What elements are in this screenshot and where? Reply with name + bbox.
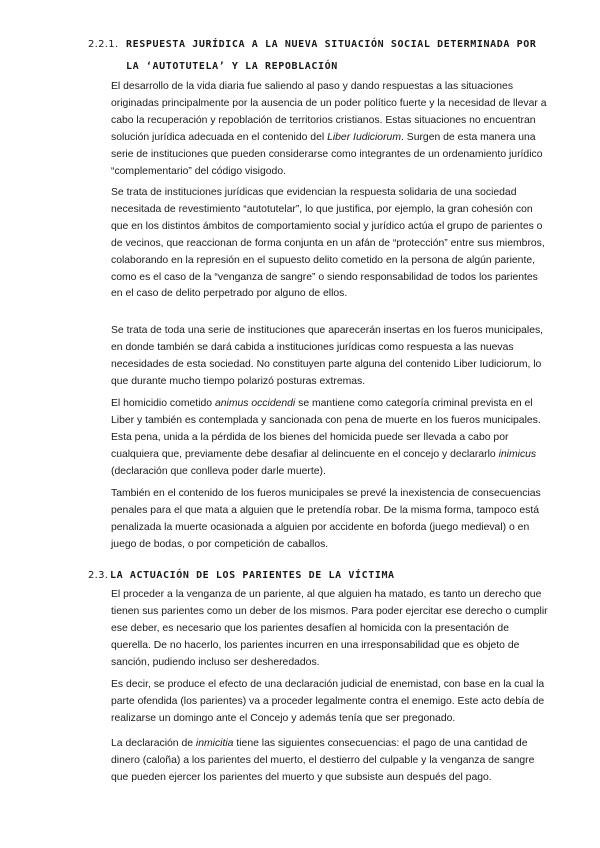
section-heading-2-3 (88, 565, 550, 587)
paragraph-text: se mantiene como categoría criminal prevista en el Liber y también es contemplada y sancionada con pena de muerte en los fueros municipales. Esta pena, unida a la pérdida de los bienes del homicida puede ser llevada a cabo por cualquiera que, previamente debe desafiar al delincuente en el concejo y declararlo (111, 398, 541, 460)
emphasis-inmicitia: inmicitia (195, 738, 234, 749)
paragraph-8 (111, 736, 549, 787)
paragraph-2: Se trata de instituciones jurídicas que evidencian la respuesta solidaria de una sociedad necesitada de revestimiento “autotutelar”, lo que justifica, por ejemplo, la gran cohesión con que en los distintos ámbitos de comportamiento social y jurídico actúa el grupo de parientes o de vecinos, que reaccionan de forma conjunta en un afán de “protección” entre sus miembros, colaborando en la represión en el supuesto delito cometido en la persona de algún pariente, como es el caso de la “venganza de sangre” o siendo responsabilidad de todos los parientes en el caso de delito perpetrado por alguno de ellos. (111, 187, 545, 300)
paragraph-text: . Surgen de esta manera una serie de instituciones que pueden considerarse como integrantes de un ordenamiento jurídico “complementario” del código visigodo. (111, 131, 543, 177)
section-title: RESPUESTA JURÍDICA A LA NUEVA SITUACIÓN SOCIAL DETERMINADA POR LA ‘AUTOTUTELA’ Y LA REPOBLACIÓN (126, 39, 537, 72)
section-number: 2.2.1. (88, 39, 119, 50)
paragraph-text: El desarrollo de la vida diaria fue saliendo al paso y dando respuestas a las situaciones originadas principalmente por la ausencia de un poder político fuerte y la necesidad de llevar a cabo la recuperación y repoblación de territorios cristianos. Estas situaciones no encuentran solución jurídica adecuada en el contenido del (111, 81, 547, 143)
paragraph-text: (declaración que conlleva poder darle muerte). (111, 465, 326, 477)
paragraph-6: El proceder a la venganza de un pariente, al que alguien ha matado, es tanto un derecho que tienen sus parientes como un deber de los mismos. Para poder ejercitar ese derecho o cumplir ese deber, es necesario que los parientes desafíen al homicida con la presentación de querella. De no hacerlo, los parientes incurren en una irresponsabilidad que es objeto de sanción, pudiendo incluso ser desheredados. (111, 589, 548, 668)
paragraph-4 (111, 396, 549, 481)
paragraph-5: También en el contenido de los fueros municipales se prevé la inexistencia de consecuencias penales para el que mata a alguien que le pretendía robar. De la misma forma, tampoco está penalizada la muerte ocasionada a alguien por accidente en boforda (juego medieval) o en juego de bodas, o por competición de caballos. (111, 488, 541, 550)
paragraph-text: La declaración de (111, 738, 196, 749)
paragraph-3: Se trata de toda una serie de instituciones que aparecerán insertas en los fueros municipales, en donde también se dará cabida a instituciones jurídicas como respuesta a las nuevas necesidades de esta sociedad. No constituyen parte alguna del contenido Liber Iudiciorum, lo que durante mucho tiempo polarizó posturas extremas. (111, 325, 544, 387)
section-title: LA ACTUACIÓN DE LOS PARIENTES DE LA VÍCTIMA (110, 570, 395, 581)
paragraph-text: tiene las siguientes consecuencias: el pago de una cantidad de dinero (caloña) a los parientes del muerto, el destierro del culpable y la venganza de sangre que pueden ejercer los parientes del muerto y que subsiste aun después del pago. (111, 738, 535, 783)
emphasis-inimicus: inimicus (498, 448, 537, 460)
emphasis-liber-iudiciorum: Liber Iudiciorum (327, 131, 401, 143)
section-heading-2-2-1 (88, 34, 550, 78)
paragraph-text: El homicidio cometido (111, 398, 215, 409)
emphasis-animus-occidendi: animus occidendi (214, 398, 296, 409)
paragraph-7: Es decir, se produce el efecto de una declaración judicial de enemistad, con base en la cual la parte ofendida (los parientes) va a proceder legalmente contra el enemigo. Este acto debía de realizarse un domingo ante el Concejo y además tenía que ser pregonado. (111, 679, 545, 724)
section-number: 2.3. (88, 570, 109, 581)
paragraph-1 (111, 79, 549, 180)
